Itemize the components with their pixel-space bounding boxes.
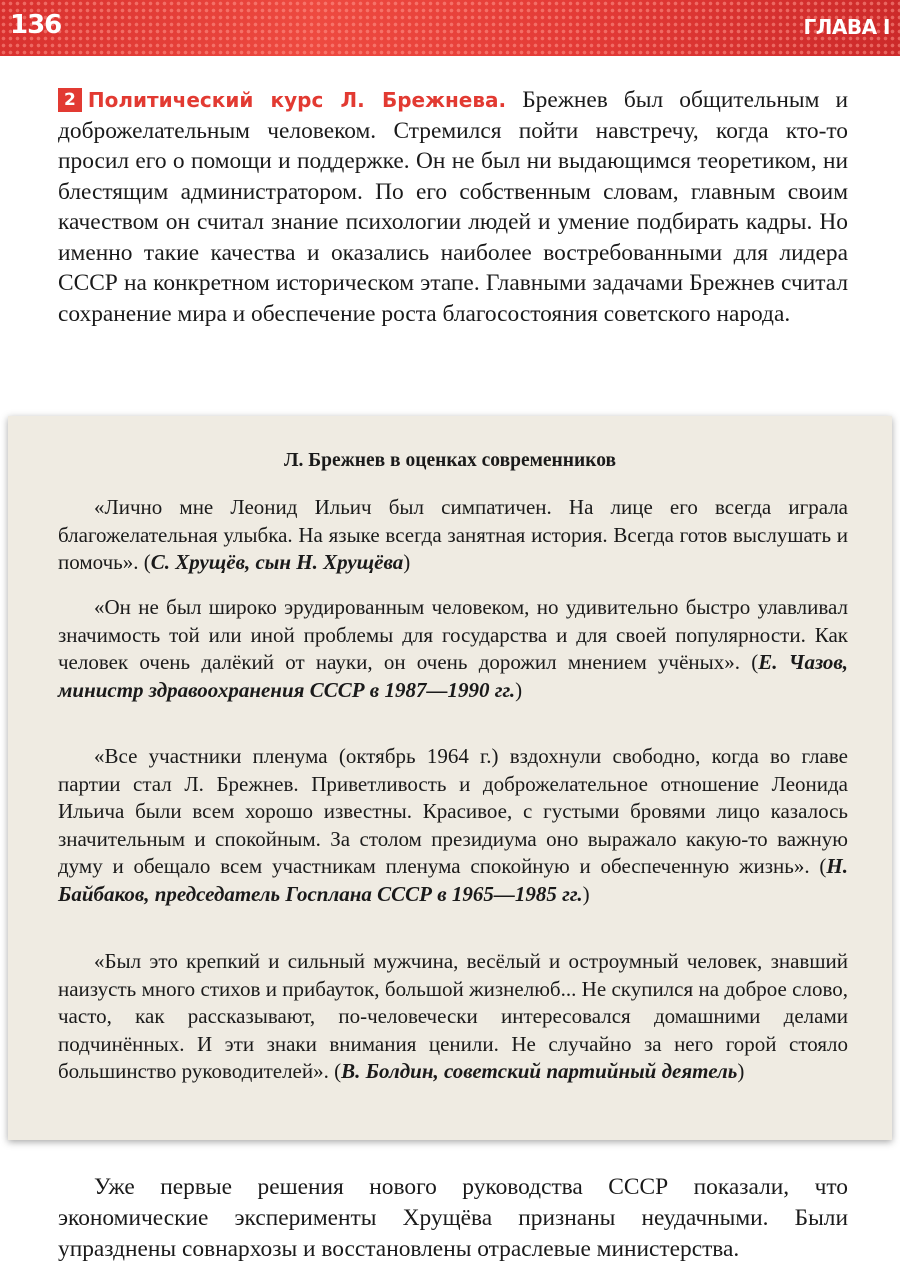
quote-text: «Лично мне Леонид Ильич был симпатичен. На лице его всегда играла благожелательная улыбка. На языке всегда занятная история. Всегда готов выслушать и помочь». ( bbox=[58, 495, 848, 574]
quote-paragraph bbox=[58, 743, 848, 908]
quote-close: ) bbox=[403, 550, 411, 574]
page-number: 136 bbox=[10, 10, 62, 40]
section-title: Политический курс Л. Брежнева. bbox=[87, 88, 507, 112]
section-text: Брежнев был общительным и доброжелательным человеком. Стремился пойти навстречу, когда кто-то просил его о помощи и поддержке. Он не был ни выдающимся теоретиком, ни блестящим администратором. По его собственным словам, главным своим качеством он считал знание психологии людей и умение подбирать кадры. Но именно такие качества и оказались наиболее востребованными для лидера СССР на конкретном историческом этапе. Главными задачами Брежнев считал сохранение мира и обеспечение роста благосостояния советского народа. bbox=[58, 87, 848, 327]
quote-author: Е. Чазов, министр здравоохранения СССР в 1987—1990 гг. bbox=[58, 650, 848, 702]
section-paragraph bbox=[58, 85, 848, 329]
quote-author: В. Болдин, советский партийный деятель bbox=[341, 1059, 738, 1083]
quote-paragraph bbox=[58, 494, 848, 577]
quote-box-heading: Л. Брежнев в оценках современников bbox=[283, 450, 617, 471]
quote-paragraph bbox=[58, 594, 848, 704]
page-header bbox=[0, 0, 900, 56]
closing-paragraph: Уже первые решения нового руководства СССР показали, что экономические эксперименты Хрущёва признаны неудачными. Были упразднены совнархозы и восстановлены отраслевые министерства. bbox=[58, 1174, 848, 1262]
quote-paragraph bbox=[58, 948, 848, 1086]
quote-author: Н. Байбаков, председатель Госплана СССР в 1965—1985 гг. bbox=[58, 854, 848, 906]
chapter-label: ГЛАВА I bbox=[803, 15, 890, 39]
quote-close: ) bbox=[515, 677, 523, 702]
section-number-badge: 2 bbox=[58, 88, 82, 112]
quote-author: С. Хрущёв, сын Н. Хрущёва bbox=[150, 550, 404, 574]
quote-text: «Все участники пленума (октябрь 1964 г.) вздохнули свободно, когда во главе партии стал Л. Брежнев. Приветливость и доброжелательное отношение Леонида Ильича были всем хорошо известны. Красивое, с густыми бровями лицо казалось значительным и спокойным. За столом президиума оно выражало какую-то важную думу и обещало всем участникам пленума спокойную и обеспеченную жизнь». ( bbox=[58, 744, 848, 878]
quote-text: «Он не был широко эрудированным человеком, но удивительно быстро улавливал значимость той или иной проблемы для государства и для своей популярности. Как человек очень далёкий от науки, он очень дорожил мнением учёных». ( bbox=[58, 595, 848, 674]
quote-close: ) bbox=[737, 1059, 745, 1083]
quote-close: ) bbox=[582, 881, 590, 906]
quote-text: «Был это крепкий и сильный мужчина, весёлый и остроумный человек, знавший наизусть много стихов и прибауток, большой жизнелюб... Не скупился на доброе слово, часто, как рассказывают, по-человечески интересовался домашними делами подчинённых. И эти знаки внимания ценили. Не случайно за него горой стояло большинство руководителей». ( bbox=[58, 949, 848, 1083]
